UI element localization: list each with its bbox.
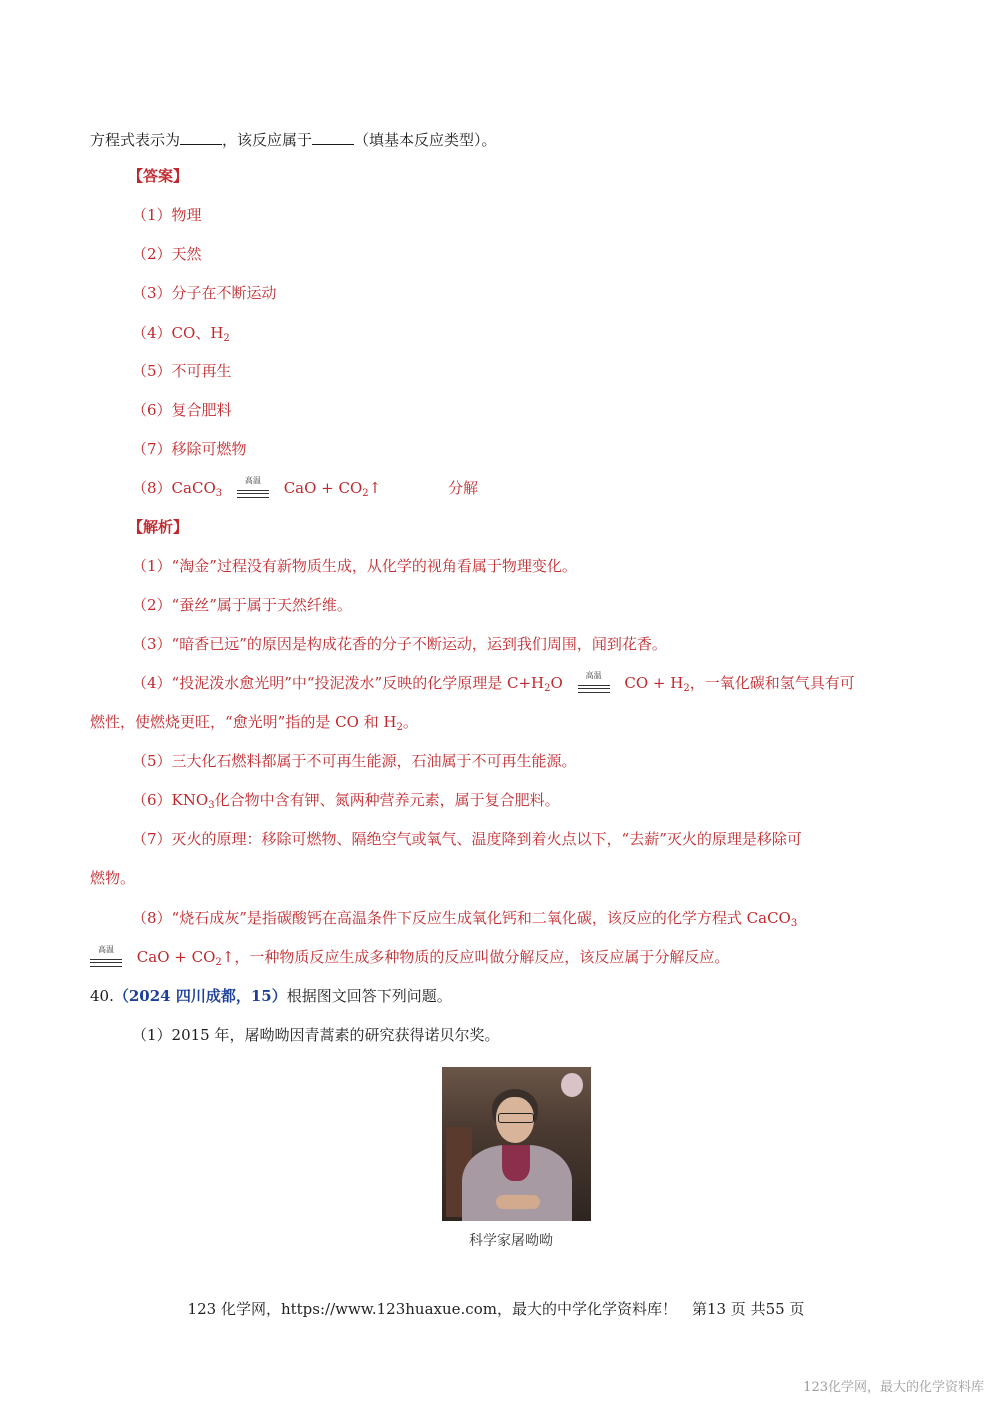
answer-item-7: （7）移除可燃物 <box>132 440 247 458</box>
analysis-p8-b: CaO + CO <box>136 948 216 966</box>
intro-prefix: 方程式表示为 <box>90 131 181 149</box>
answer-item-3: （3）分子在不断运动 <box>132 284 277 302</box>
question-text: 根据图文回答下列问题。 <box>286 987 452 1005</box>
analysis-p8-line2 <box>86 947 729 968</box>
answer-blank-1 <box>180 128 222 145</box>
analysis-p7-line2: 燃物。 <box>90 869 136 887</box>
analysis-p5: （5）三大化石燃料都属于不可再生能源，石油属于不可再生能源。 <box>132 752 577 770</box>
answer-item-8-product: CaO + CO <box>283 479 363 497</box>
answer-item-6: （6）复合肥料 <box>132 401 232 419</box>
analysis-p4-a-sub: 2 <box>544 683 551 694</box>
analysis-p8-a-sub: 3 <box>790 918 798 929</box>
intro-suffix: （填基本反应类型）。 <box>354 131 497 149</box>
analysis-p6-sub: 3 <box>208 800 215 811</box>
photo-caption: 科学家屠呦呦 <box>469 1233 553 1249</box>
analysis-p4-b-sub: 2 <box>683 683 690 694</box>
analysis-p6-a: （6）KNO <box>132 791 209 809</box>
reaction-condition-label: 高温 <box>244 476 261 485</box>
analysis-p1: （1）“淘金”过程没有新物质生成，从化学的视角看属于物理变化。 <box>132 557 577 575</box>
analysis-p8-line1 <box>132 908 797 928</box>
answer-item-2: （2）天然 <box>132 245 202 263</box>
analysis-p4-e: 。 <box>402 713 418 731</box>
analysis-heading: 【解析】 <box>128 518 189 536</box>
analysis-p8-a: （8）“烧石成灰”是指碳酸钙在高温条件下反应生成氧化钙和二氧化碳，该反应的化学方程式 CaCO <box>132 909 791 927</box>
gas-arrow: ↑ <box>368 479 382 497</box>
watermark: 123化学网，最大的化学资料库 <box>803 1380 984 1395</box>
answer-item-4-sub: 2 <box>223 333 230 344</box>
analysis-p4-d-sub: 2 <box>396 722 403 733</box>
analysis-p4-a: （4）“投泥泼水愈光明”中“投泥泼水”反映的化学原理是 C+H <box>132 674 545 692</box>
answer-item-4 <box>132 323 230 343</box>
answer-item-8-sub2: 2 <box>362 488 369 499</box>
analysis-p4-c: ，一氧化碳和氢气具有可 <box>689 674 855 692</box>
intro-mid: ，该反应属于 <box>222 131 313 149</box>
answer-item-8-type: 分解 <box>448 479 479 497</box>
question-number: 40. <box>90 987 114 1005</box>
answer-item-8 <box>132 478 381 499</box>
analysis-p6-b: 化合物中含有钾、氮两种营养元素，属于复合肥料。 <box>214 791 560 809</box>
gas-arrow-2: ↑ <box>221 948 235 966</box>
analysis-p3: （3）“暗香已远”的原因是构成花香的分子不断运动，运到我们周围，闻到花香。 <box>132 635 667 653</box>
analysis-p8-b-sub: 2 <box>215 957 222 968</box>
answer-item-5: （5）不可再生 <box>132 362 232 380</box>
reaction-condition-label-2: 高温 <box>585 671 602 680</box>
analysis-p6 <box>132 790 560 810</box>
analysis-p4-line2 <box>90 712 418 732</box>
scientist-photo <box>442 1067 591 1221</box>
answer-heading: 【答案】 <box>128 167 189 185</box>
reaction-condition-sign <box>233 476 273 499</box>
intro-line <box>90 128 497 150</box>
page-footer: 123 化学网，https://www.123huaxue.com，最大的中学化学资料库！ 第13 页 共55 页 <box>187 1300 805 1318</box>
analysis-p2: （2）“蚕丝”属于属于天然纤维。 <box>132 596 352 614</box>
analysis-p4-line1 <box>132 673 855 694</box>
answer-item-1: （1）物理 <box>132 206 202 224</box>
question-40-line <box>90 986 452 1006</box>
analysis-p4-b: CO + H <box>624 674 684 692</box>
analysis-p8-c: ，一种物质反应生成多种物质的反应叫做分解反应，该反应属于分解反应。 <box>234 948 730 966</box>
answer-item-8-text: （8）CaCO <box>132 479 216 497</box>
question-source: （2024 四川成都，15） <box>113 987 287 1005</box>
reaction-condition-sign-2 <box>574 671 614 694</box>
answer-item-4-text: （4）CO、H <box>132 324 224 342</box>
question-40-sub1: （1）2015 年，屠呦呦因青蒿素的研究获得诺贝尔奖。 <box>132 1026 500 1044</box>
answer-blank-2 <box>312 128 354 145</box>
answer-item-8-sub1: 3 <box>215 488 223 499</box>
analysis-p4-d: 燃性，使燃烧更旺，“愈光明”指的是 CO 和 H <box>90 713 397 731</box>
analysis-p7-line1: （7）灭火的原理：移除可燃物、隔绝空气或氧气、温度降到着火点以下，“去薪”灭火的原理是移除可 <box>132 830 802 848</box>
reaction-condition-label-3: 高温 <box>98 945 114 954</box>
analysis-p4-a-o: O <box>550 674 563 692</box>
reaction-condition-sign-3 <box>86 945 126 968</box>
